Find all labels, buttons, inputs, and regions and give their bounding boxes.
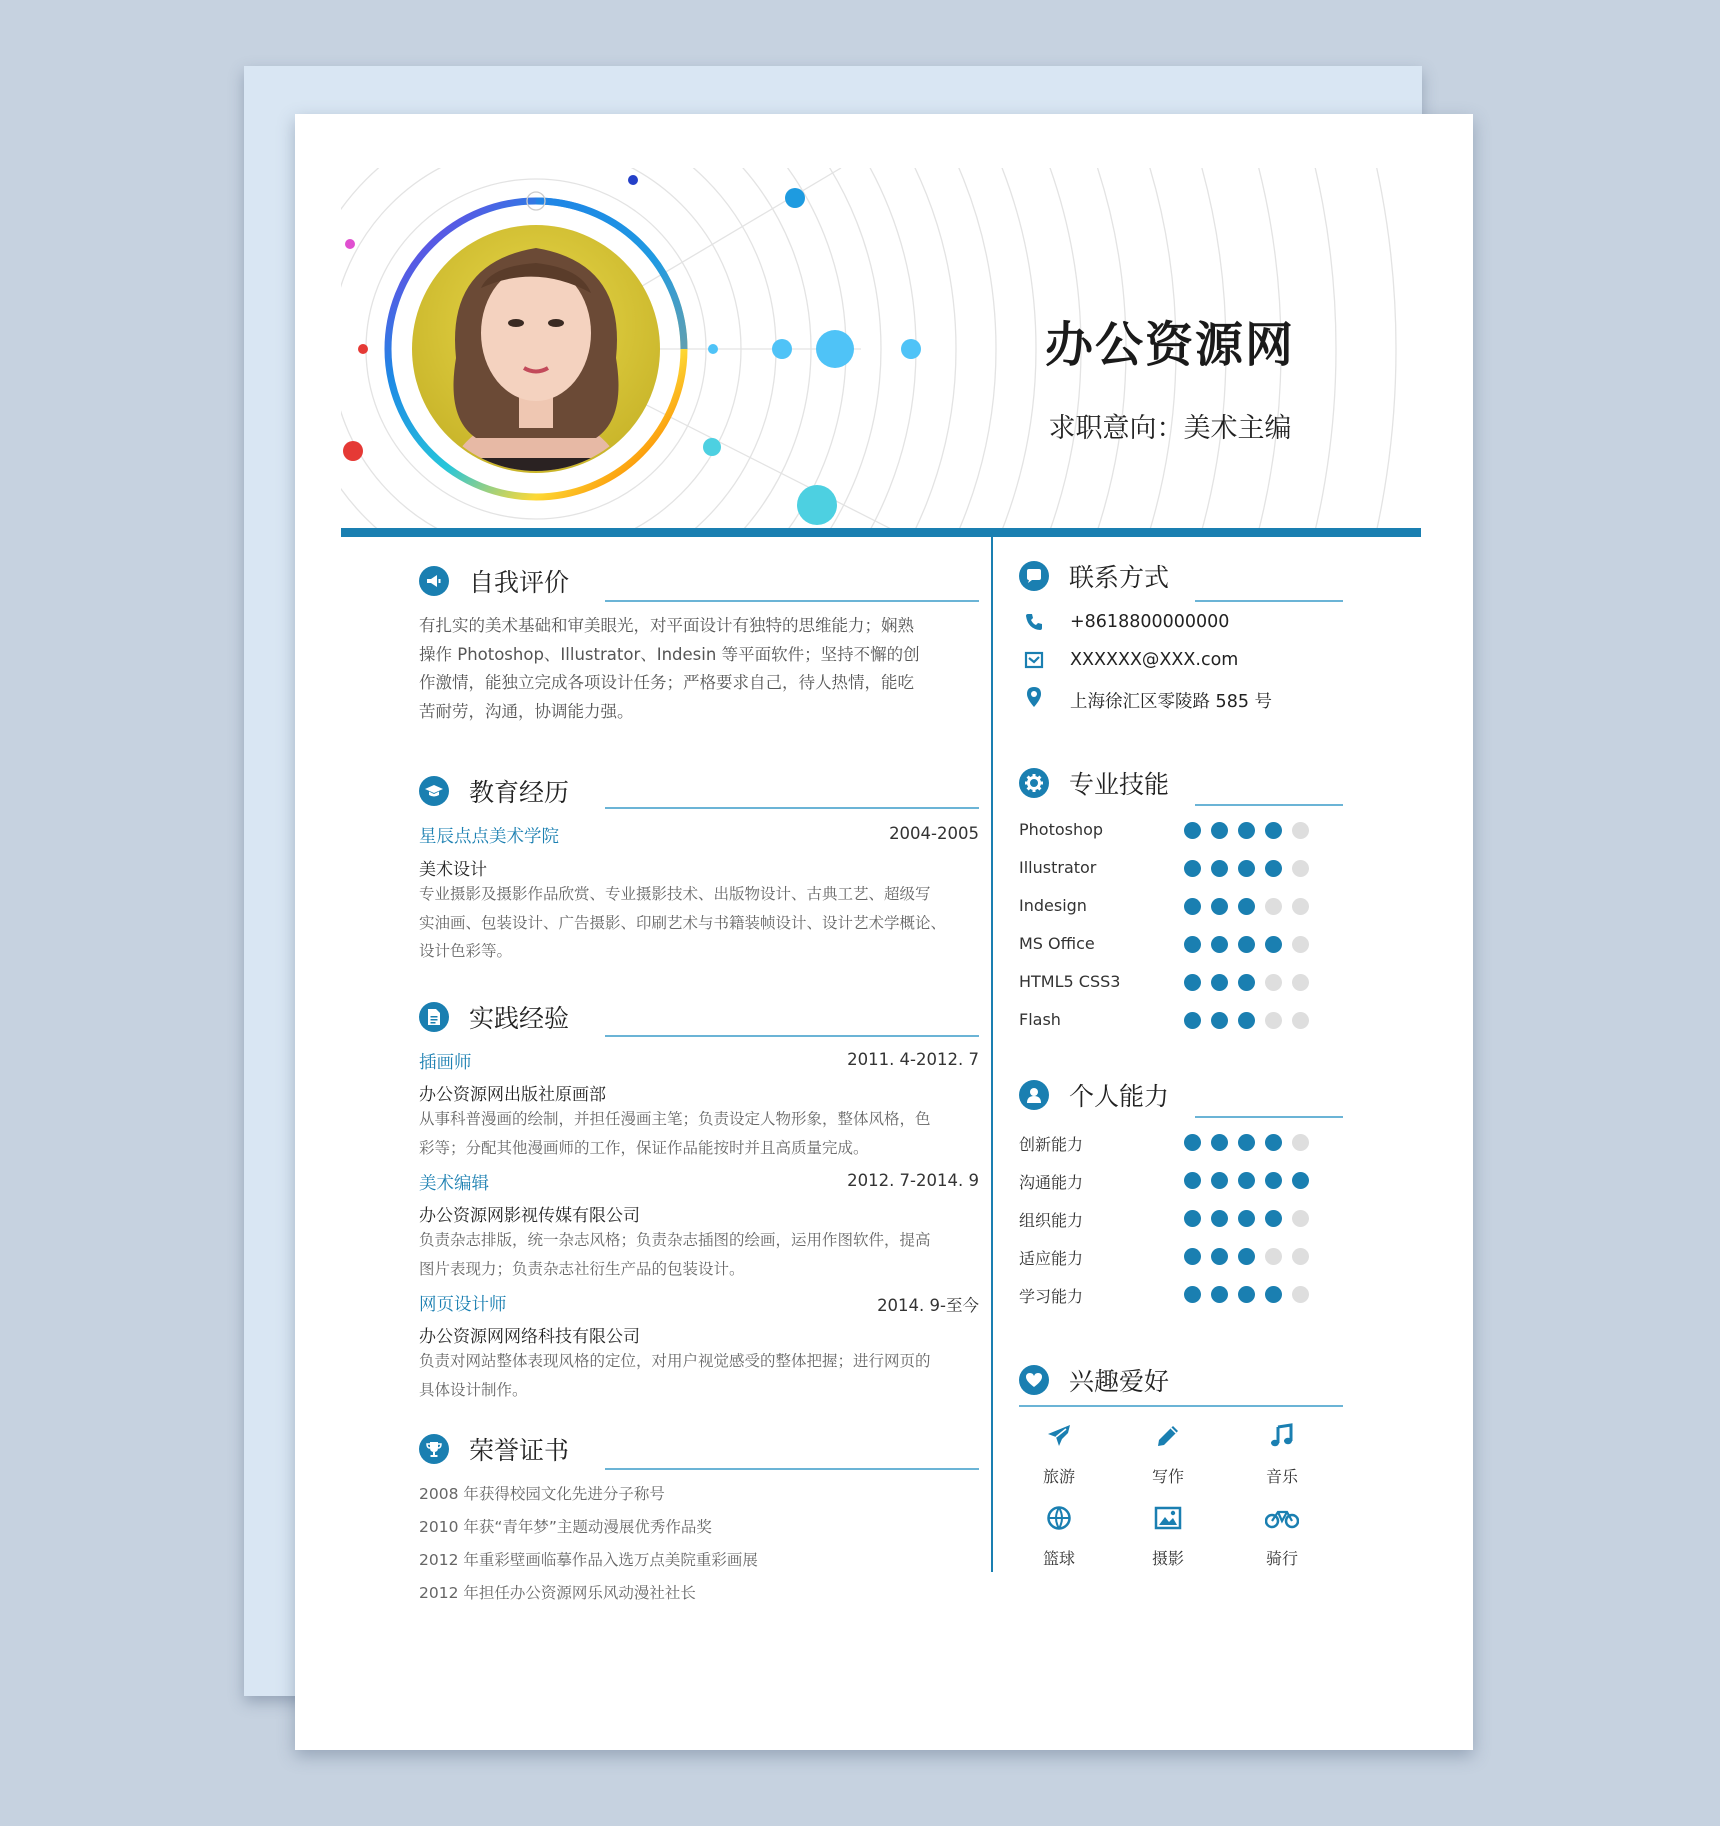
section-underline	[1195, 1116, 1343, 1118]
rating-dot-empty	[1265, 1248, 1282, 1265]
rating-dot-filled	[1211, 898, 1228, 915]
job-description	[419, 1226, 979, 1283]
rating-dot-filled	[1184, 898, 1201, 915]
section-title: 荣誉证书	[469, 1436, 570, 1465]
section-hobbies	[1019, 1365, 1343, 1407]
rating-dot-filled	[1238, 936, 1255, 953]
rating-dots	[1184, 1210, 1309, 1227]
rating-dot-filled	[1211, 1248, 1228, 1265]
address: 上海徐汇区零陵路 585 号	[1070, 692, 1273, 712]
rating-dot-empty	[1292, 974, 1309, 991]
section-underline	[1019, 1405, 1343, 1407]
skill-name: Flash	[1019, 1010, 1061, 1029]
megaphone-icon	[419, 566, 449, 596]
rating-dot-filled	[1211, 1210, 1228, 1227]
hobby-basketball	[1019, 1502, 1099, 1569]
section-underline	[1195, 600, 1343, 602]
list-item: 2012 年担任办公资源网乐风动漫社社长	[419, 1584, 696, 1602]
section-underline	[605, 1468, 979, 1470]
rating-dots	[1184, 1012, 1309, 1029]
rating-dot-filled	[1211, 1134, 1228, 1151]
rating-dot-empty	[1292, 1248, 1309, 1265]
skill-name: Illustrator	[1019, 858, 1097, 877]
rating-dot-filled	[1265, 936, 1282, 953]
job-company: 办公资源网出版社原画部	[419, 1085, 606, 1105]
text-line: 有扎实的美术基础和审美眼光，对平面设计有独特的思维能力；娴熟	[419, 616, 914, 635]
honor-list	[419, 1478, 979, 1610]
section-underline	[1195, 804, 1343, 806]
skill-name: 创新能力	[1019, 1135, 1084, 1154]
list-item: 2008 年获得校园文化先进分子称号	[419, 1485, 665, 1503]
airplane-icon	[1019, 1420, 1099, 1452]
rating-dot-filled	[1211, 974, 1228, 991]
rating-dot-empty	[1292, 860, 1309, 877]
portrait-photo	[441, 248, 631, 498]
rating-dots	[1184, 1248, 1309, 1265]
job-role: 网页设计师	[419, 1295, 507, 1315]
rating-dots	[1184, 898, 1309, 915]
job-company: 办公资源网网络科技有限公司	[419, 1327, 640, 1347]
rating-dot-filled	[1184, 1248, 1201, 1265]
section-underline	[605, 807, 979, 809]
rating-dot-filled	[1184, 860, 1201, 877]
job-description	[419, 1105, 979, 1162]
section-underline	[605, 600, 979, 602]
rating-dot-filled	[1211, 860, 1228, 877]
music-note-icon	[1242, 1420, 1322, 1452]
user-icon	[1019, 1080, 1049, 1110]
rating-dot-filled	[1184, 974, 1201, 991]
rating-dots	[1184, 822, 1309, 839]
picture-icon	[1128, 1502, 1208, 1534]
rating-dot-filled	[1265, 1210, 1282, 1227]
rating-dots	[1184, 1134, 1309, 1151]
rating-dots	[1184, 974, 1309, 991]
rating-dot-empty	[1292, 1012, 1309, 1029]
text-line: 图片表现力；负责杂志社衍生产品的包装设计。	[419, 1259, 745, 1278]
column-divider	[991, 537, 993, 1572]
rating-dot-filled	[1265, 1172, 1282, 1189]
rating-dot-filled	[1238, 1248, 1255, 1265]
hobby-label: 写作	[1151, 1467, 1184, 1486]
text-line: 操作 Photoshop、Illustrator、Indesin 等平面软件；坚持不懈的创	[419, 644, 920, 664]
rating-dot-empty	[1292, 898, 1309, 915]
phone-number: +8618800000000	[1070, 612, 1230, 632]
text-line: 专业摄影及摄影作品欣赏、专业摄影技术、出版物设计、古典工艺、超级写	[419, 885, 931, 903]
chat-bubble-icon	[1019, 561, 1049, 591]
rating-dot-empty	[1292, 936, 1309, 953]
rating-dot-empty	[1265, 974, 1282, 991]
section-education	[419, 776, 979, 818]
text-line: 负责对网站整体表现风格的定位，对用户视觉感受的整体把握；进行网页的	[419, 1352, 931, 1370]
job-dates: 2011. 4-2012. 7	[847, 1050, 979, 1069]
rating-dot-filled	[1184, 1172, 1201, 1189]
rating-dot-empty	[1292, 822, 1309, 839]
course-list	[419, 880, 979, 966]
rating-dot-filled	[1211, 822, 1228, 839]
section-title: 实践经验	[469, 1004, 570, 1033]
text-line: 负责杂志排版，统一杂志风格；负责杂志插图的绘画，运用作图软件，提高	[419, 1231, 931, 1249]
rating-dot-filled	[1184, 1210, 1201, 1227]
rating-dot-filled	[1211, 1286, 1228, 1303]
rating-dot-empty	[1292, 1286, 1309, 1303]
rating-dot-filled	[1238, 1286, 1255, 1303]
rating-dot-filled	[1292, 1172, 1309, 1189]
job-dates: 2014. 9-至今	[877, 1296, 979, 1315]
email-address: XXXXXX@XXX.com	[1070, 650, 1239, 670]
section-title: 专业技能	[1069, 770, 1170, 799]
education-dates: 2004-2005	[889, 824, 979, 843]
rating-dot-empty	[1265, 898, 1282, 915]
section-contact	[1019, 561, 1343, 603]
skill-name: MS Office	[1019, 934, 1095, 953]
section-title: 联系方式	[1069, 563, 1170, 592]
text-line: 设计色彩等。	[419, 942, 513, 960]
text-line: 作激情，能独立完成各项设计任务；严格要求自己，待人热情，能吃	[419, 673, 914, 692]
rating-dot-filled	[1238, 898, 1255, 915]
hobby-label: 摄影	[1151, 1549, 1184, 1568]
rating-dot-filled	[1184, 822, 1201, 839]
section-title: 自我评价	[469, 568, 570, 597]
job-description	[419, 1347, 979, 1404]
rating-dot-filled	[1211, 1012, 1228, 1029]
bicycle-icon	[1242, 1502, 1322, 1534]
candidate-name: 办公资源网	[1044, 317, 1295, 373]
list-item: 2012 年重彩壁画临摹作品入选万点美院重彩画展	[419, 1551, 758, 1569]
header-accent-bar	[341, 528, 1421, 537]
skill-name: 组织能力	[1019, 1211, 1084, 1230]
rating-dot-empty	[1292, 1134, 1309, 1151]
job-dates: 2012. 7-2014. 9	[847, 1171, 979, 1190]
pencil-icon	[1128, 1420, 1208, 1452]
rating-dot-filled	[1265, 860, 1282, 877]
major: 美术设计	[419, 860, 487, 880]
rating-dots	[1184, 936, 1309, 953]
text-line: 苦耐劳，沟通，协调能力强。	[419, 701, 634, 721]
rating-dot-filled	[1265, 1286, 1282, 1303]
rating-dot-filled	[1211, 1172, 1228, 1189]
rating-dot-filled	[1238, 822, 1255, 839]
phone-icon	[1023, 611, 1045, 633]
document-icon	[419, 1002, 449, 1032]
self-eval-text	[419, 612, 979, 726]
section-title: 个人能力	[1069, 1082, 1170, 1111]
text-line: 从事科普漫画的绘制，并担任漫画主笔；负责设定人物形象，整体风格，色	[419, 1110, 931, 1128]
school-name: 星辰点点美术学院	[419, 827, 559, 847]
rating-dot-filled	[1211, 936, 1228, 953]
hobby-cycling	[1242, 1502, 1322, 1569]
rating-dot-filled	[1184, 1012, 1201, 1029]
skill-name: HTML5 CSS3	[1019, 972, 1121, 991]
rating-dots	[1184, 1172, 1309, 1189]
rating-dot-filled	[1184, 936, 1201, 953]
section-title: 兴趣爱好	[1069, 1367, 1170, 1396]
rating-dot-filled	[1265, 822, 1282, 839]
hobby-label: 骑行	[1265, 1549, 1298, 1568]
location-pin-icon	[1023, 686, 1045, 708]
skill-name: 沟通能力	[1019, 1173, 1084, 1192]
rating-dot-filled	[1184, 1134, 1201, 1151]
trophy-icon	[419, 1434, 449, 1464]
rating-dot-empty	[1292, 1210, 1309, 1227]
hobby-writing	[1128, 1420, 1208, 1487]
text-line: 彩等；分配其他漫画师的工作，保证作品能按时并且高质量完成。	[419, 1138, 869, 1157]
text-line: 实油画、包装设计、广告摄影、印刷艺术与书籍装帧设计、设计艺术学概论、	[419, 913, 947, 932]
rating-dot-filled	[1238, 860, 1255, 877]
rating-dot-filled	[1265, 1134, 1282, 1151]
graduation-cap-icon	[419, 776, 449, 806]
mail-icon	[1023, 649, 1045, 671]
section-underline	[605, 1035, 979, 1037]
hobby-photography	[1128, 1502, 1208, 1569]
resume-page	[295, 114, 1473, 1750]
rating-dots	[1184, 1286, 1309, 1303]
text-line: 具体设计制作。	[419, 1380, 528, 1399]
rating-dot-filled	[1238, 1134, 1255, 1151]
list-item: 2010 年获“青年梦”主题动漫展优秀作品奖	[419, 1518, 712, 1536]
job-intent: 求职意向：美术主编	[1048, 413, 1292, 444]
basketball-icon	[1019, 1502, 1099, 1534]
hobby-travel	[1019, 1420, 1099, 1487]
skill-name: 适应能力	[1019, 1249, 1084, 1268]
rating-dot-empty	[1265, 1012, 1282, 1029]
rating-dots	[1184, 860, 1309, 877]
rating-dot-filled	[1238, 1172, 1255, 1189]
gear-icon	[1019, 768, 1049, 798]
hobby-music	[1242, 1420, 1322, 1487]
heart-icon	[1019, 1365, 1049, 1395]
rating-dot-filled	[1238, 1012, 1255, 1029]
skill-name: Photoshop	[1019, 820, 1104, 839]
skill-name: Indesign	[1019, 896, 1087, 915]
section-title: 教育经历	[469, 778, 570, 807]
job-company: 办公资源网影视传媒有限公司	[419, 1206, 640, 1226]
rating-dot-filled	[1238, 1210, 1255, 1227]
hobby-label: 音乐	[1265, 1467, 1298, 1486]
skill-name: 学习能力	[1019, 1287, 1084, 1306]
job-role: 插画师	[419, 1053, 472, 1073]
hobby-label: 旅游	[1042, 1467, 1075, 1486]
rating-dot-filled	[1184, 1286, 1201, 1303]
hobby-label: 篮球	[1042, 1549, 1075, 1568]
job-role: 美术编辑	[419, 1174, 489, 1194]
section-experience	[419, 1002, 979, 1044]
rating-dot-filled	[1238, 974, 1255, 991]
